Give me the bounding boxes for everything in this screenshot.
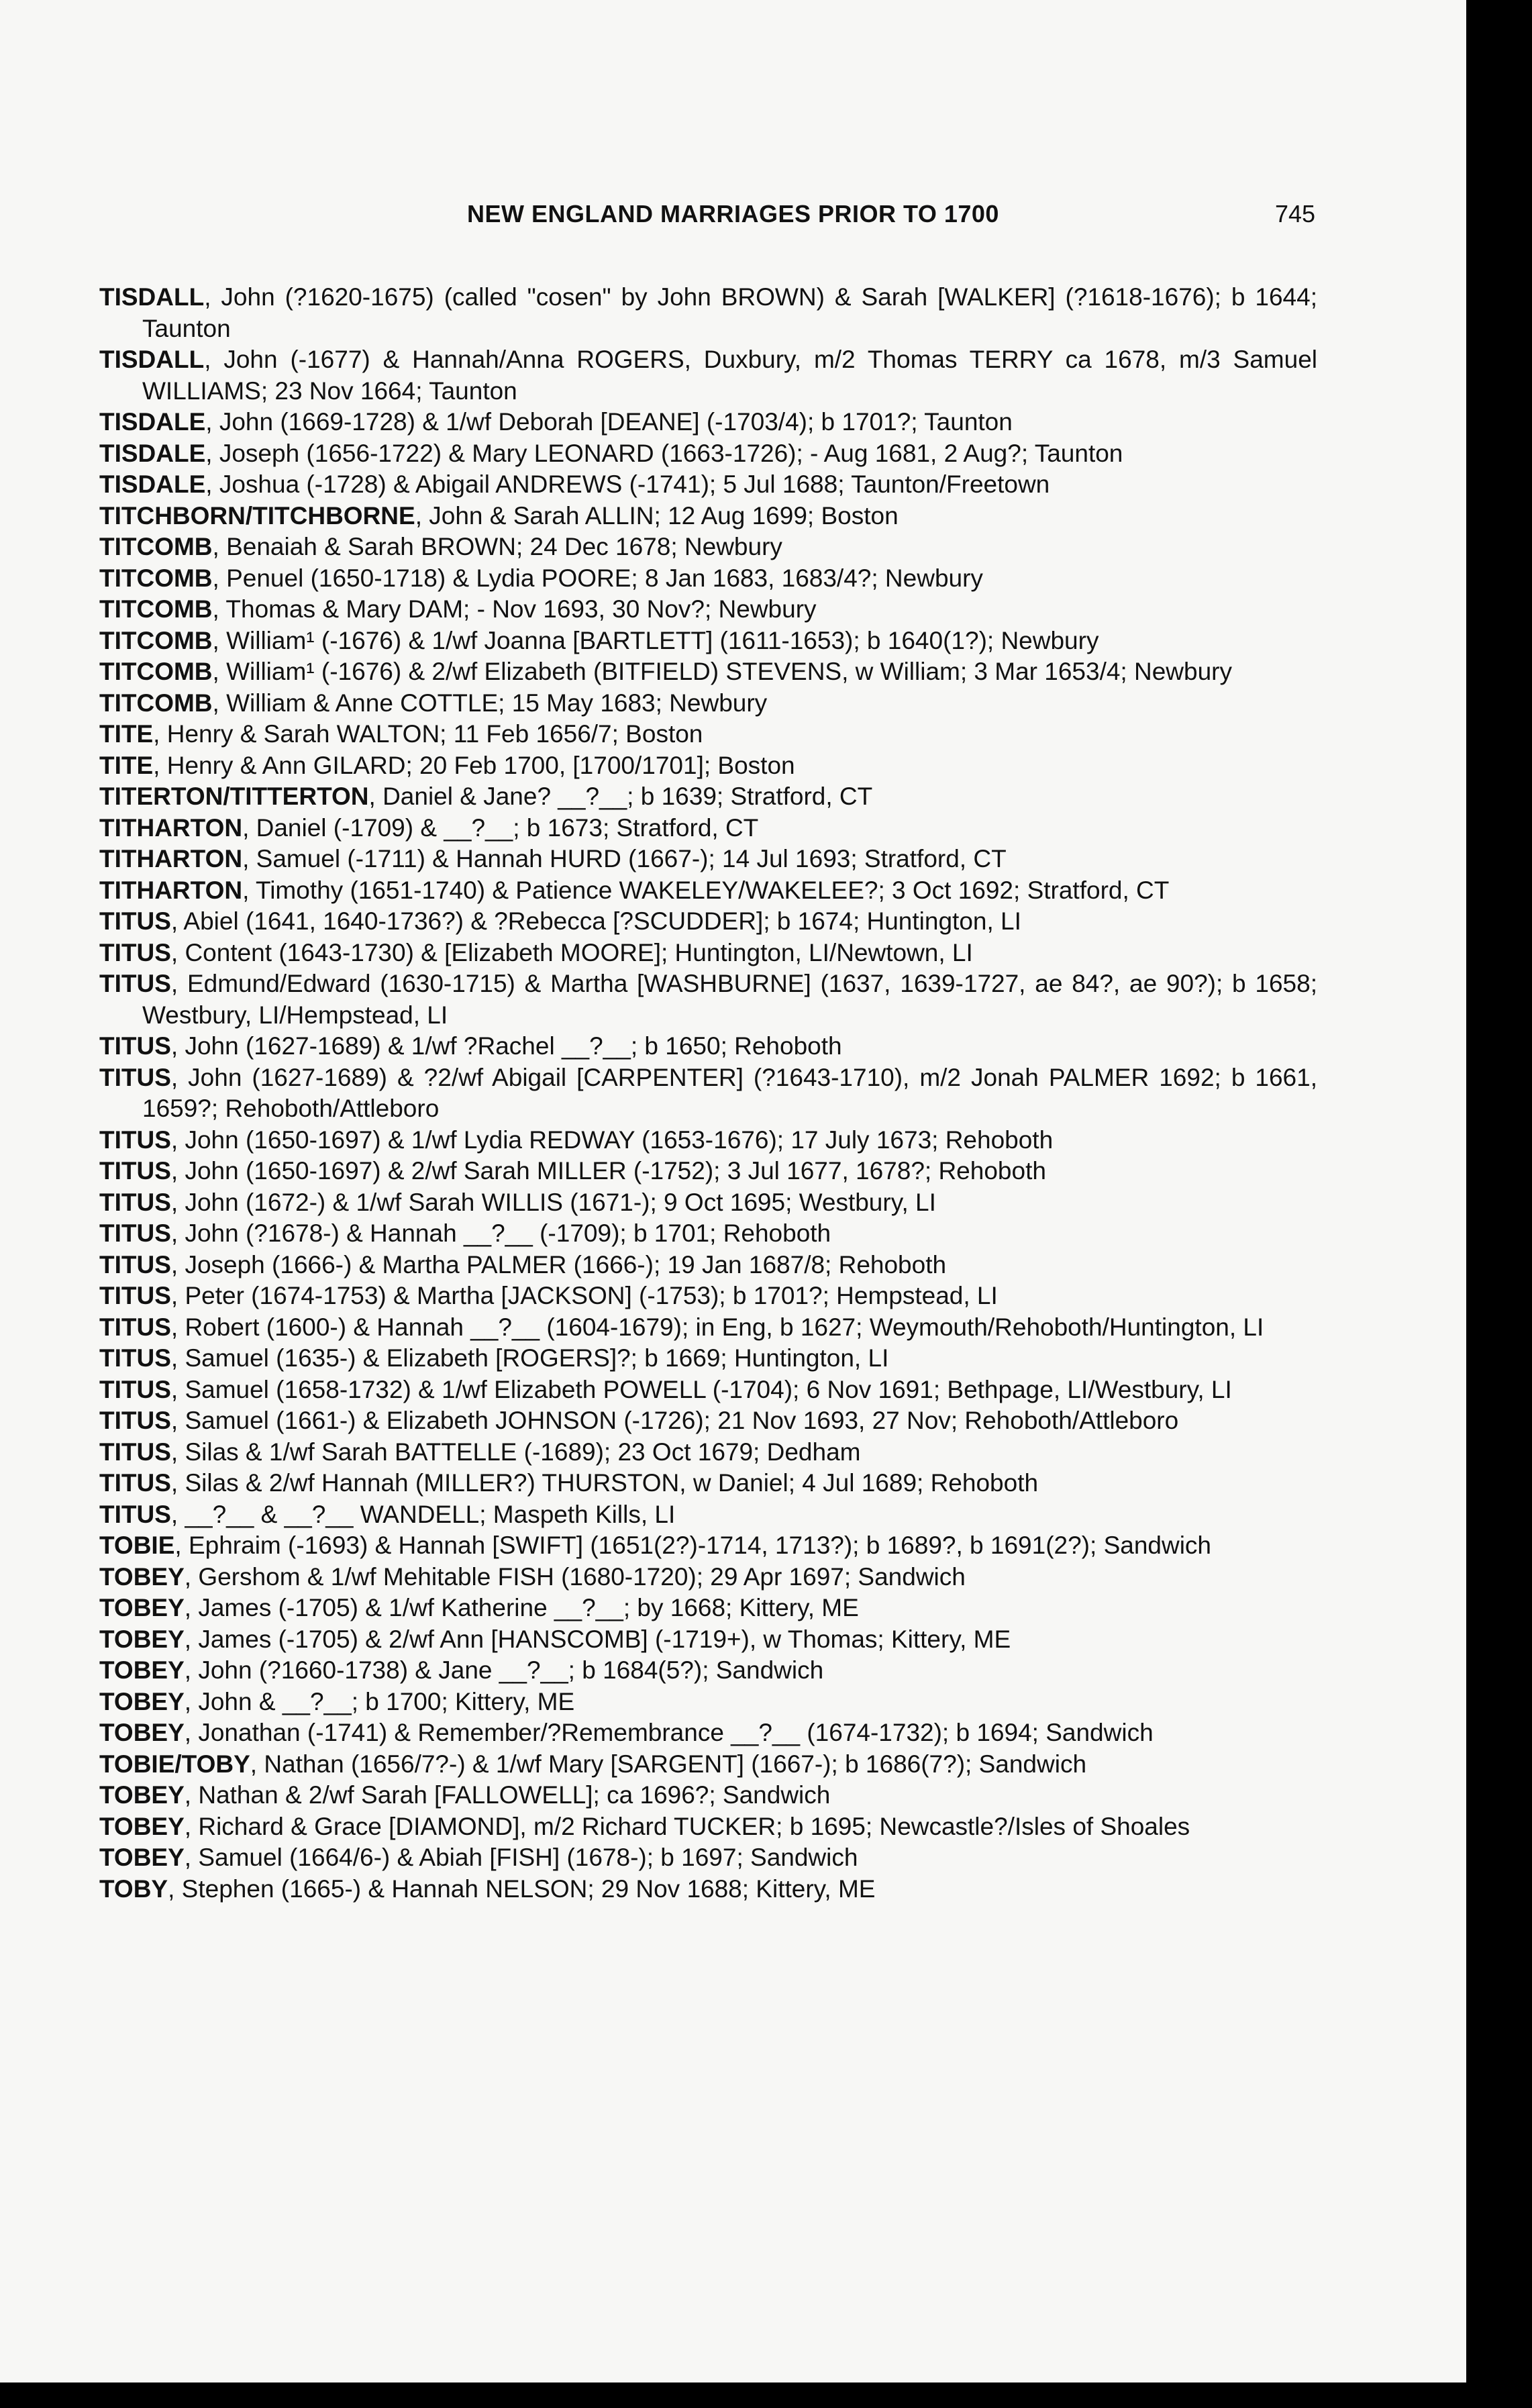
entry-details: , Timothy (1651-1740) & Patience WAKELEY/WAKELEE?; 3 Oct 1692; Stratford, CT: [242, 876, 1170, 904]
marriage-entry: [99, 875, 1317, 907]
entry-details: , Samuel (1661-) & Elizabeth JOHNSON (-1726); 21 Nov 1693, 27 Nov; Rehoboth/Attleboro: [170, 1407, 1179, 1434]
entry-surname: TOBIE/TOBY: [99, 1750, 250, 1778]
marriage-entry: [99, 719, 1317, 750]
entry-surname: TOBEY: [99, 1844, 185, 1871]
entry-surname: TITUS: [99, 1125, 171, 1154]
marriage-entry: [99, 938, 1317, 969]
entry-details: , John (1627-1689) & ?2/wf Abigail [CARPENTER] (?1643-1710), m/2 Jonah PALMER 1692; b 1661, 1659?; Rehoboth/Attleboro: [142, 1063, 1317, 1122]
marriage-entry: [99, 1874, 1317, 1905]
marriage-entry: [99, 750, 1317, 782]
marriage-entry: [99, 1624, 1317, 1656]
entry-details: , Nathan & 2/wf Sarah [FALLOWELL]; ca 1696?; Sandwich: [184, 1781, 831, 1809]
marriage-entry: [99, 532, 1317, 563]
marriage-entry: [99, 813, 1317, 844]
entry-details: , John (1669-1728) & 1/wf Deborah [DEANE] (-1703/4); b 1701?; Taunton: [205, 408, 1013, 436]
marriage-entry: [99, 1312, 1317, 1344]
entry-surname: TITUS: [99, 1469, 171, 1497]
entry-details: , James (-1705) & 1/wf Katherine __?__; by 1668; Kittery, ME: [184, 1594, 859, 1621]
entry-surname: TISDALL: [99, 283, 205, 311]
entry-surname: TITUS: [99, 1250, 171, 1278]
marriage-entry: [99, 1749, 1317, 1780]
entry-details: , John & Sarah ALLIN; 12 Aug 1699; Boston: [415, 501, 899, 530]
marriage-entry: [99, 1468, 1317, 1499]
marriage-entry: [99, 1031, 1317, 1062]
entry-details: , Peter (1674-1753) & Martha [JACKSON] (-1753); b 1701?; Hempstead, LI: [170, 1282, 998, 1309]
entry-details: , John & __?__; b 1700; Kittery, ME: [184, 1687, 575, 1715]
entry-details: , Samuel (1658-1732) & 1/wf Elizabeth POWELL (-1704); 6 Nov 1691; Bethpage, LI/Westbury, LI: [170, 1375, 1232, 1403]
entry-details: , __?__ & __?__ WANDELL; Maspeth Kills, LI: [170, 1500, 676, 1528]
entry-details: , Joseph (1656-1722) & Mary LEONARD (1663-1726); - Aug 1681, 2 Aug?; Taunton: [205, 439, 1123, 467]
entry-surname: TITCOMB: [99, 689, 213, 717]
page-number: 745: [1275, 200, 1316, 228]
entry-details: , Content (1643-1730) & [Elizabeth MOORE]; Huntington, LI/Newtown, LI: [170, 938, 973, 966]
marriage-entry: [99, 1687, 1317, 1718]
marriage-entry: [99, 1218, 1317, 1250]
entry-surname: TOBEY: [99, 1594, 185, 1621]
entry-details: , Richard & Grace [DIAMOND], m/2 Richard TUCKER; b 1695; Newcastle?/Isles of Shoales: [184, 1812, 1190, 1840]
entry-surname: TITUS: [99, 938, 171, 966]
entry-surname: TITUS: [99, 1438, 171, 1466]
marriage-entry: [99, 438, 1317, 470]
entry-details: , John (?1678-) & Hannah __?__ (-1709); b 1701; Rehoboth: [170, 1219, 831, 1247]
entry-details: , John (1650-1697) & 1/wf Lydia REDWAY (1653-1676); 17 July 1673; Rehoboth: [170, 1125, 1054, 1154]
entry-details: , John (1650-1697) & 2/wf Sarah MILLER (-1752); 3 Jul 1677, 1678?; Rehoboth: [170, 1157, 1046, 1185]
entry-details: , Silas & 1/wf Sarah BATTELLE (-1689); 23 Oct 1679; Dedham: [170, 1438, 861, 1466]
entry-details: , James (-1705) & 2/wf Ann [HANSCOMB] (-1719+), w Thomas; Kittery, ME: [184, 1625, 1011, 1653]
entry-surname: TITCOMB: [99, 564, 213, 592]
entry-surname: TITE: [99, 720, 154, 748]
marriage-entry: [99, 1562, 1317, 1593]
marriage-entry: [99, 407, 1317, 438]
marriage-entry: [99, 1343, 1317, 1374]
marriage-entry: [99, 656, 1317, 688]
entry-surname: TOBEY: [99, 1562, 185, 1591]
marriage-entry: [99, 344, 1317, 407]
marriage-entry: [99, 1405, 1317, 1437]
entry-surname: TITE: [99, 751, 154, 779]
entry-details: , Daniel & Jane? __?__; b 1639; Stratford, CT: [368, 783, 873, 810]
entry-surname: TITUS: [99, 1375, 171, 1403]
marriage-entry: [99, 1499, 1317, 1531]
marriage-entry: [99, 906, 1317, 938]
marriage-entry: [99, 1125, 1317, 1156]
marriage-entry: [99, 844, 1317, 875]
entry-surname: TITUS: [99, 1188, 171, 1216]
entry-surname: TITCOMB: [99, 658, 213, 685]
entry-surname: TISDALE: [99, 470, 206, 498]
entry-surname: TISDALL: [99, 346, 205, 373]
entry-details: , Henry & Ann GILARD; 20 Feb 1700, [1700/1701]; Boston: [153, 751, 795, 779]
entry-surname: TOBEY: [99, 1812, 185, 1840]
entry-details: , John (1672-) & 1/wf Sarah WILLIS (1671-); 9 Oct 1695; Westbury, LI: [170, 1188, 936, 1216]
entry-details: , Stephen (1665-) & Hannah NELSON; 29 Nov 1688; Kittery, ME: [168, 1874, 876, 1903]
marriage-entry: [99, 1780, 1317, 1811]
entry-surname: TITUS: [99, 1063, 171, 1091]
marriage-entry: [99, 501, 1317, 532]
entry-details: , John (-1677) & Hannah/Anna ROGERS, Duxbury, m/2 Thomas TERRY ca 1678, m/3 Samuel WILLIAMS; 23 Nov 1664; Taunton: [142, 346, 1317, 405]
marriage-entry: [99, 1593, 1317, 1624]
entry-details: , Samuel (1635-) & Elizabeth [ROGERS]?; b 1669; Huntington, LI: [170, 1344, 889, 1372]
entry-surname: TITUS: [99, 1157, 171, 1185]
entry-details: , Ephraim (-1693) & Hannah [SWIFT] (1651(2?)-1714, 1713?); b 1689?, b 1691(2?); Sandwich: [174, 1532, 1211, 1559]
entry-details: , John (?1620-1675) (called "cosen" by John BROWN) & Sarah [WALKER] (?1618-1676); b 1644; Taunton: [142, 283, 1317, 342]
entry-details: , John (1627-1689) & 1/wf ?Rachel __?__; b 1650; Rehoboth: [170, 1032, 842, 1060]
entry-surname: TITHARTON: [99, 813, 243, 842]
entry-details: , Samuel (-1711) & Hannah HURD (1667-); 14 Jul 1693; Stratford, CT: [242, 845, 1007, 872]
entry-surname: TITCOMB: [99, 533, 213, 560]
entry-details: , Edmund/Edward (1630-1715) & Martha [WASHBURNE] (1637, 1639-1727, ae 84?, ae 90?); b 1658; Westbury, LI/Hempstead, LI: [142, 970, 1317, 1029]
entry-surname: TOBY: [99, 1874, 168, 1903]
marriage-entry: [99, 781, 1317, 813]
marriage-entry: [99, 1437, 1317, 1468]
entry-details: , Samuel (1664/6-) & Abiah [FISH] (1678-); b 1697; Sandwich: [184, 1844, 858, 1871]
entry-surname: TITUS: [99, 1313, 171, 1341]
marriage-entry: [99, 563, 1317, 595]
marriage-entry: [99, 1281, 1317, 1312]
entry-details: , William¹ (-1676) & 2/wf Elizabeth (BITFIELD) STEVENS, w William; 3 Mar 1653/4; Newbury: [212, 658, 1232, 685]
marriage-entry: [99, 282, 1317, 344]
entry-surname: TITUS: [99, 970, 171, 997]
entry-surname: TISDALE: [99, 408, 206, 436]
entry-surname: TITHARTON: [99, 876, 243, 904]
entry-surname: TOBIE: [99, 1532, 175, 1559]
entry-surname: TITUS: [99, 1407, 171, 1434]
marriage-entry: [99, 1530, 1317, 1562]
entry-details: , Abiel (1641, 1640-1736?) & ?Rebecca [?SCUDDER]; b 1674; Huntington, LI: [170, 907, 1021, 935]
marriage-entry: [99, 1187, 1317, 1219]
marriage-entry: [99, 1374, 1317, 1406]
entry-details: , Silas & 2/wf Hannah (MILLER?) THURSTON, w Daniel; 4 Jul 1689; Rehoboth: [170, 1469, 1039, 1497]
entry-surname: TITERTON/TITTERTON: [99, 783, 369, 810]
entry-details: , Thomas & Mary DAM; - Nov 1693, 30 Nov?; Newbury: [212, 595, 817, 623]
entry-details: , Jonathan (-1741) & Remember/?Remembrance __?__ (1674-1732); b 1694; Sandwich: [184, 1719, 1154, 1746]
marriage-entry: [99, 594, 1317, 625]
entry-surname: TITHARTON: [99, 845, 243, 872]
entry-surname: TITCOMB: [99, 595, 213, 623]
running-head: NEW ENGLAND MARRIAGES PRIOR TO 1700: [467, 200, 999, 228]
entry-details: , Benaiah & Sarah BROWN; 24 Dec 1678; Newbury: [212, 533, 782, 560]
entry-surname: TITUS: [99, 907, 171, 935]
entry-details: , William¹ (-1676) & 1/wf Joanna [BARTLETT] (1611-1653); b 1640(1?); Newbury: [212, 626, 1099, 654]
marriage-entry: [99, 1250, 1317, 1281]
marriage-entry: [99, 1717, 1317, 1749]
entry-surname: TITUS: [99, 1219, 171, 1247]
entry-details: , William & Anne COTTLE; 15 May 1683; Newbury: [212, 689, 768, 717]
marriage-entry: [99, 1655, 1317, 1687]
entry-surname: TITCHBORN/TITCHBORNE: [99, 501, 415, 530]
marriage-entry: [99, 469, 1317, 501]
marriage-entry: [99, 1811, 1317, 1843]
entry-surname: TOBEY: [99, 1719, 185, 1746]
entry-surname: TOBEY: [99, 1656, 185, 1684]
entry-surname: TISDALE: [99, 439, 206, 467]
entry-details: , Daniel (-1709) & __?__; b 1673; Stratford, CT: [242, 813, 759, 842]
entry-details: , Robert (1600-) & Hannah __?__ (1604-1679); in Eng, b 1627; Weymouth/Rehoboth/Huntington, LI: [170, 1313, 1264, 1341]
entry-surname: TITUS: [99, 1032, 171, 1060]
page-header: [0, 200, 1466, 234]
entry-surname: TITUS: [99, 1500, 171, 1528]
marriage-entry: [99, 1156, 1317, 1187]
entry-details: , Penuel (1650-1718) & Lydia POORE; 8 Jan 1683, 1683/4?; Newbury: [212, 564, 983, 592]
marriage-entry: [99, 1062, 1317, 1125]
entry-surname: TITCOMB: [99, 626, 213, 654]
entry-details: , Gershom & 1/wf Mehitable FISH (1680-1720); 29 Apr 1697; Sandwich: [184, 1562, 966, 1591]
entry-surname: TOBEY: [99, 1625, 185, 1653]
marriage-entry: [99, 688, 1317, 719]
marriage-entry: [99, 968, 1317, 1031]
entry-surname: TOBEY: [99, 1687, 185, 1715]
entry-surname: TITUS: [99, 1282, 171, 1309]
entry-details: , Joshua (-1728) & Abigail ANDREWS (-1741); 5 Jul 1688; Taunton/Freetown: [205, 470, 1050, 498]
entry-details: , John (?1660-1738) & Jane __?__; b 1684(5?); Sandwich: [184, 1656, 824, 1684]
entry-details: , Henry & Sarah WALTON; 11 Feb 1656/7; Boston: [153, 720, 703, 748]
marriage-entry: [99, 1842, 1317, 1874]
entry-details: , Nathan (1656/7?-) & 1/wf Mary [SARGENT] (1667-); b 1686(7?); Sandwich: [250, 1750, 1087, 1778]
entry-details: , Joseph (1666-) & Martha PALMER (1666-); 19 Jan 1687/8; Rehoboth: [170, 1250, 947, 1278]
entry-surname: TITUS: [99, 1344, 171, 1372]
marriage-entry-list: [99, 282, 1317, 1905]
marriage-entry: [99, 625, 1317, 657]
entry-surname: TOBEY: [99, 1781, 185, 1809]
